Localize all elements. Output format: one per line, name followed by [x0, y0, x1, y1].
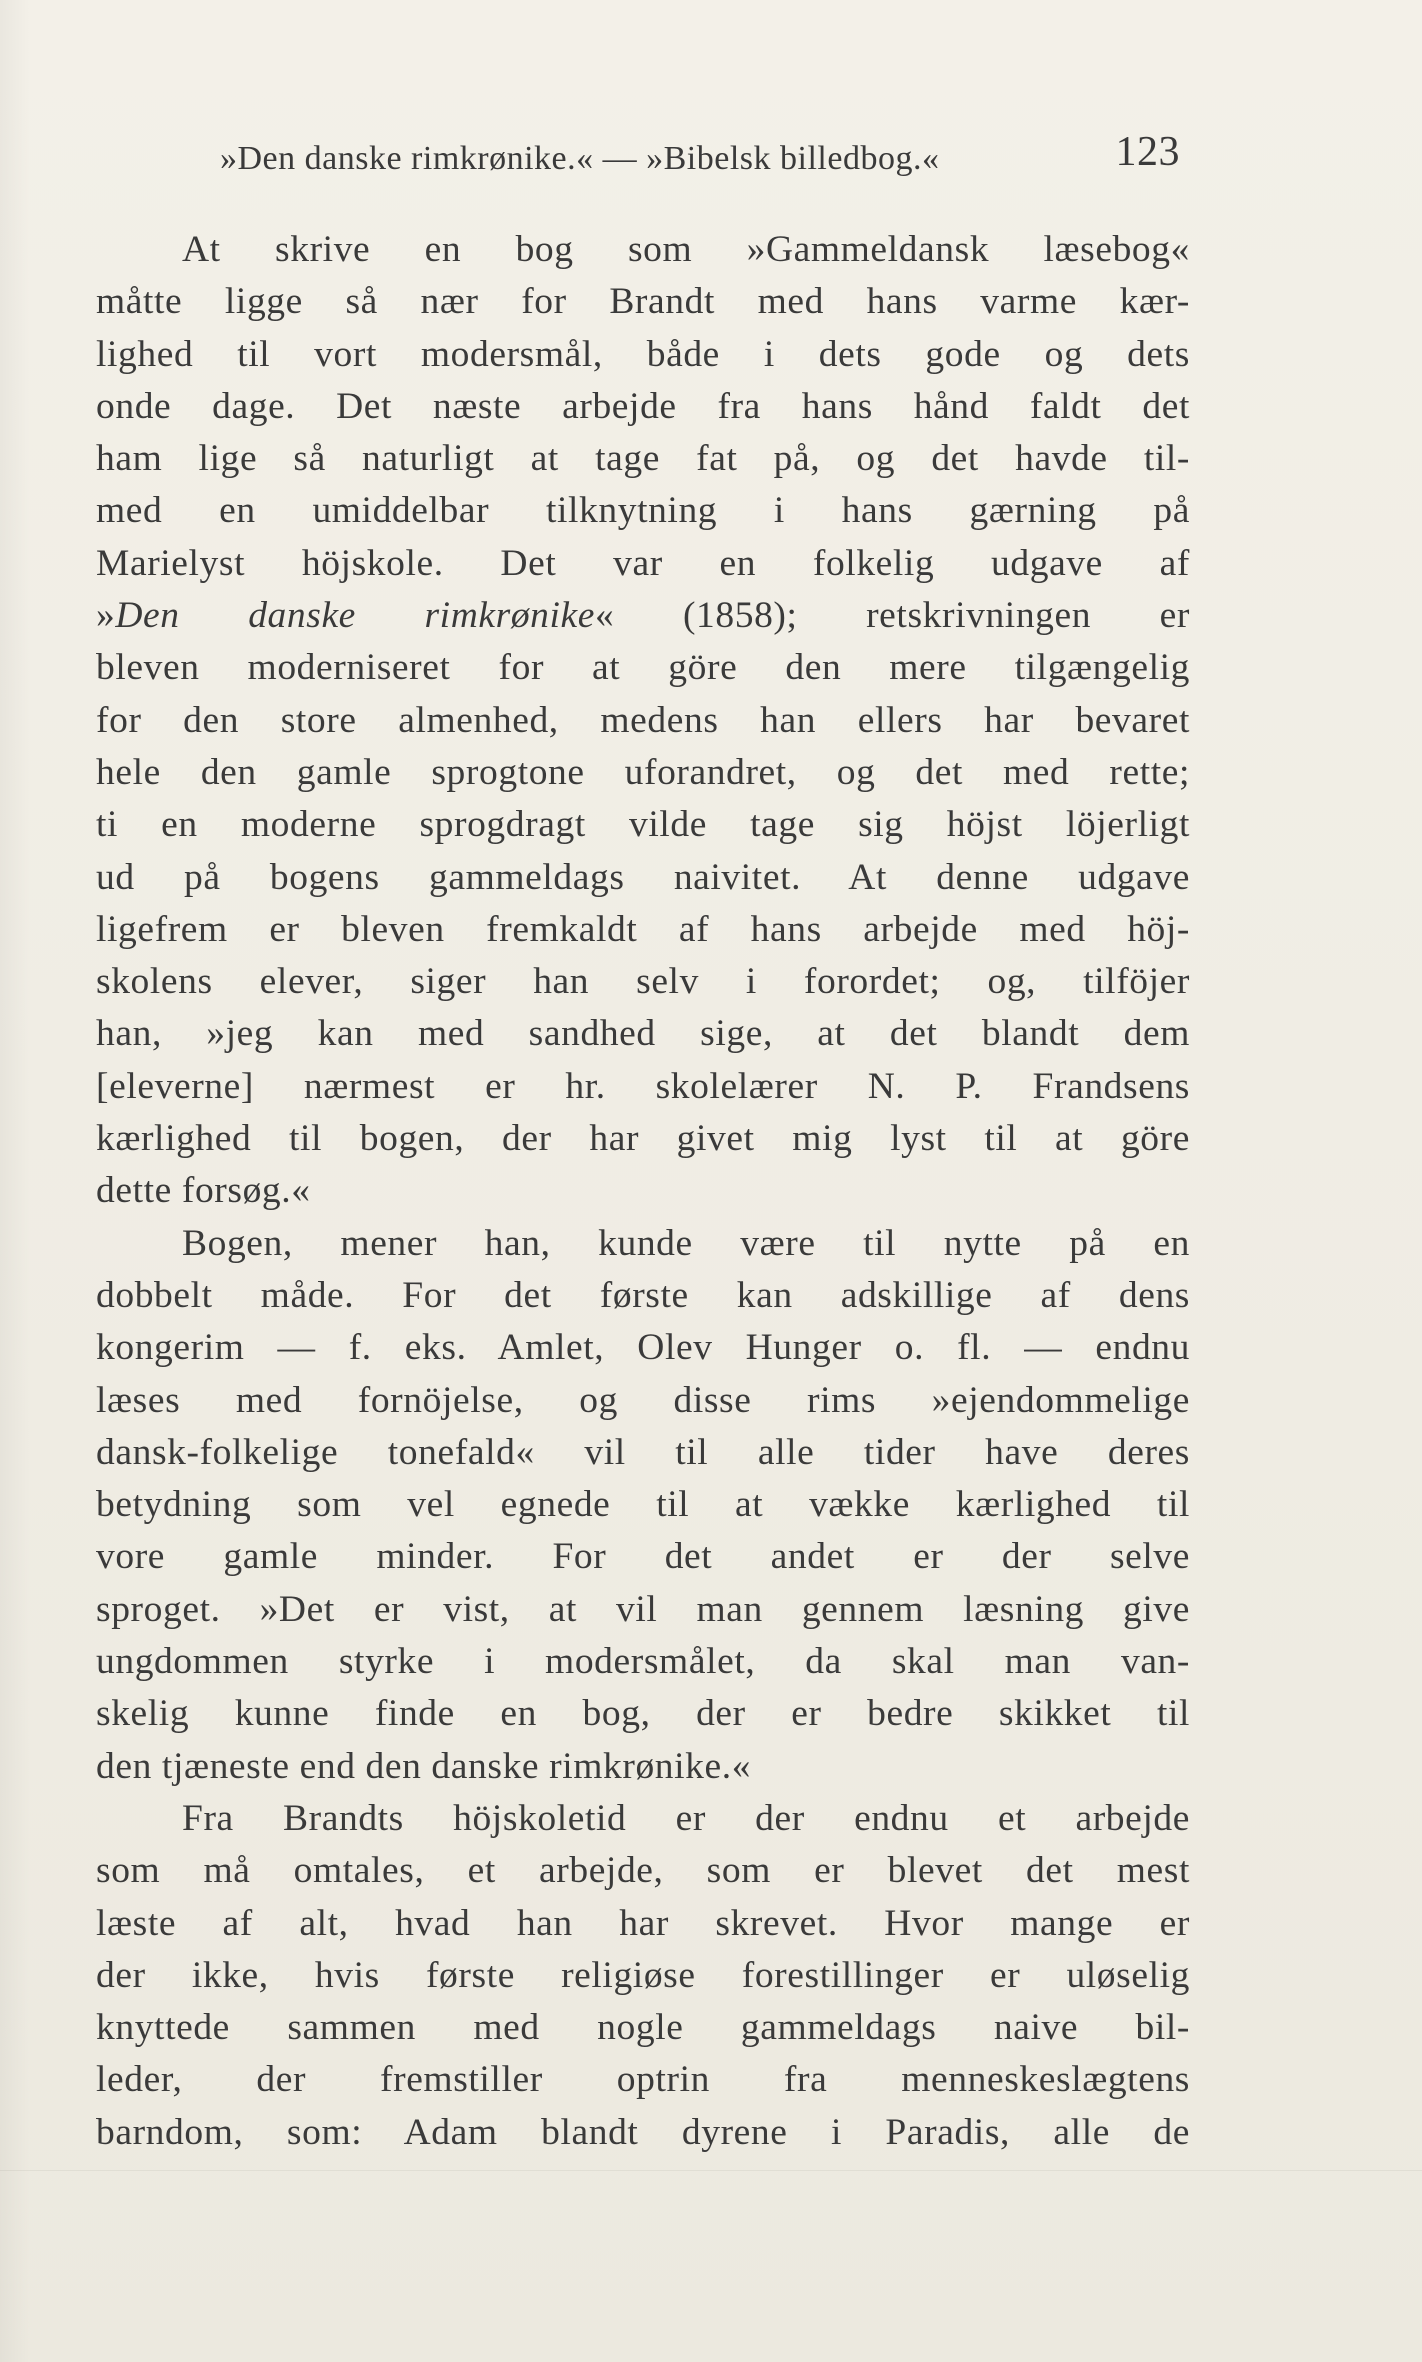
- text-line: læste af alt, hvad han har skrevet. Hvor mange er: [96, 1902, 1190, 1944]
- text-line: dobbelt måde. For det første kan adskillige af dens: [96, 1274, 1190, 1316]
- text-line: barndom, som: Adam blandt dyrene i Paradis, alle de: [96, 2111, 1190, 2153]
- text-line: sproget. »Det er vist, at vil man gennem læsning give: [96, 1588, 1190, 1630]
- paragraph-3: [96, 1793, 1190, 2159]
- text-line: Fra Brandts höjskoletid er der endnu et arbejde: [182, 1797, 1190, 1839]
- text-line: ti en moderne sprogdragt vilde tage sig höjst löjerligt: [96, 804, 1190, 846]
- running-title: »Den danske rimkrønike.« — »Bibelsk billedbog.«: [220, 140, 940, 177]
- text-line: lighed til vort modersmål, både i dets gode og dets: [96, 333, 1190, 375]
- page-edge-shadow: [0, 0, 30, 2362]
- text-line: med en umiddelbar tilknytning i hans gærning på: [96, 490, 1190, 532]
- text-line: dansk-folkelige tonefald« vil til alle tider have deres: [96, 1431, 1190, 1473]
- text-line: leder, der fremstiller optrin fra menneskeslægtens: [96, 2059, 1190, 2101]
- text-line: Marielyst höjskole. Det var en folkelig udgave af: [96, 542, 1190, 584]
- paragraph-2: [96, 1218, 1190, 1793]
- page-number: 123: [1115, 129, 1180, 175]
- text-line: onde dage. Det næste arbejde fra hans hånd faldt det: [96, 385, 1190, 427]
- text-line: der ikke, hvis første religiøse forestillinger er uløselig: [96, 1954, 1190, 1996]
- text-line: for den store almenhed, medens han ellers har bevaret: [96, 699, 1190, 741]
- text-line: den tjæneste end den danske rimkrønike.«: [96, 1745, 752, 1787]
- text-line: hele den gamle sprogtone uforandret, og det med rette;: [96, 751, 1190, 793]
- text-line: Bogen, mener han, kunde være til nytte på en: [182, 1222, 1190, 1264]
- text-line: [eleverne] nærmest er hr. skolelærer N. P. Frandsens: [96, 1065, 1190, 1107]
- paragraph-1: [96, 224, 1190, 1218]
- book-title-italic: Den danske rimkrønike: [115, 595, 596, 637]
- text-line: kærlighed til bogen, der har givet mig lyst til at göre: [96, 1118, 1190, 1160]
- text-line: vore gamle minder. For det andet er der selve: [96, 1536, 1190, 1578]
- text-line: betydning som vel egnede til at vække kærlighed til: [96, 1484, 1190, 1526]
- text-line: som må omtales, et arbejde, som er blevet det mest: [96, 1850, 1190, 1892]
- text-line: ham lige så naturligt at tage fat på, og det havde til-: [96, 438, 1190, 480]
- text-line: skolens elever, siger han selv i forordet; og, tilföjer: [96, 961, 1190, 1003]
- text-line: læses med fornöjelse, og disse rims »ejendommelige: [96, 1379, 1190, 1421]
- text-line: bleven moderniseret for at göre den mere tilgængelig: [96, 647, 1190, 689]
- text-line: At skrive en bog som »Gammeldansk læsebog«: [182, 229, 1190, 270]
- page-divider: [0, 2170, 1422, 2171]
- text-line: ungdommen styrke i modersmålet, da skal man van-: [96, 1641, 1190, 1683]
- text-line: skelig kunne finde en bog, der er bedre skikket til: [96, 1693, 1190, 1735]
- text-line: kongerim — f. eks. Amlet, Olev Hunger o. fl. — endnu: [96, 1327, 1190, 1369]
- body-text: [96, 224, 1190, 2159]
- text-line: måtte ligge så nær for Brandt med hans varme kær-: [96, 281, 1190, 323]
- text-line: »Den danske rimkrønike« (1858); retskrivningen er: [96, 595, 1190, 637]
- text-line: ud på bogens gammeldags naivitet. At denne udgave: [96, 856, 1190, 898]
- running-head: [220, 128, 1180, 188]
- text-line: ligefrem er bleven fremkaldt af hans arbejde med höj-: [96, 908, 1190, 950]
- text-line: dette forsøg.«: [96, 1170, 311, 1212]
- text-line: han, »jeg kan med sandhed sige, at det blandt dem: [96, 1013, 1190, 1055]
- text-line: knyttede sammen med nogle gammeldags naive bil-: [96, 2007, 1190, 2049]
